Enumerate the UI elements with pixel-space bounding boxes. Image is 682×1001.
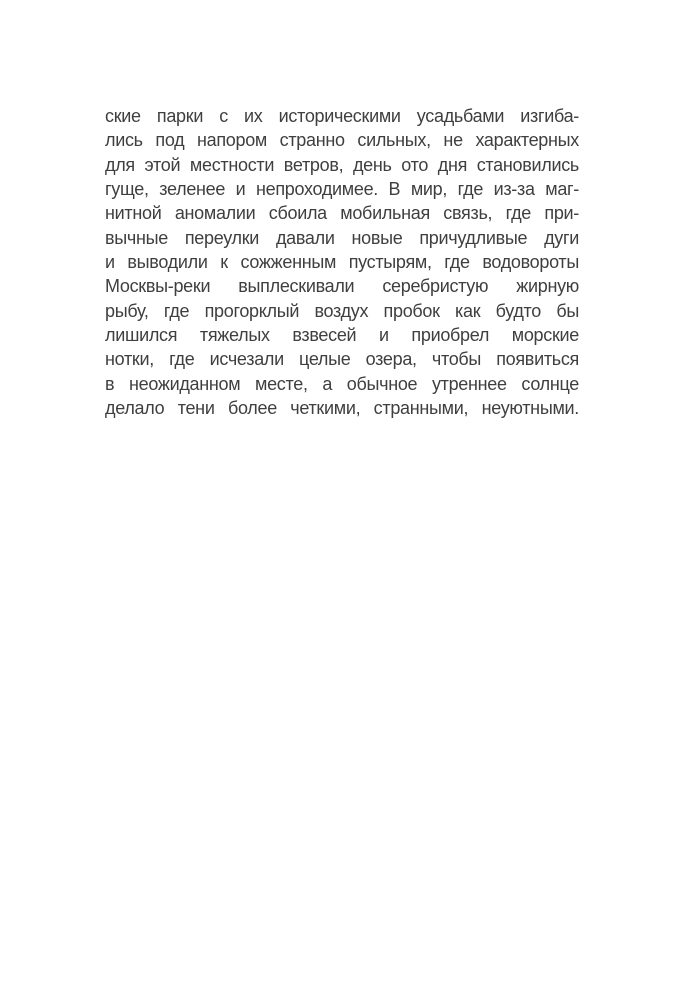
text-line: Москвы-реки выплескивали серебристую жирную xyxy=(105,276,579,297)
text-line: для этой местности ветров, день ото дня становились xyxy=(105,154,579,175)
text-line: в неожиданном месте, а обычное утреннее солнце xyxy=(105,373,579,394)
text-line: лись под напором странно сильных, не характерных xyxy=(105,130,579,151)
text-line: гуще, зеленее и непроходимее. В мир, где из-за маг- xyxy=(105,179,579,200)
text-line: нитной аномалии сбоила мобильная связь, где при- xyxy=(105,203,579,224)
text-line: нотки, где исчезали целые озера, чтобы появиться xyxy=(105,349,579,370)
body-text-paragraph xyxy=(105,104,579,420)
text-line: вычные переулки давали новые причудливые дуги xyxy=(105,227,579,248)
text-line: и выводили к сожженным пустырям, где водовороты xyxy=(105,252,579,273)
text-line: ские парки с их историческими усадьбами изгиба- xyxy=(105,106,579,126)
text-line: рыбу, где прогорклый воздух пробок как будто бы xyxy=(105,300,579,321)
text-line: лишился тяжелых взвесей и приобрел морские xyxy=(105,325,579,346)
text-line: делало тени более четкими, странными, неуютными. xyxy=(105,398,579,419)
